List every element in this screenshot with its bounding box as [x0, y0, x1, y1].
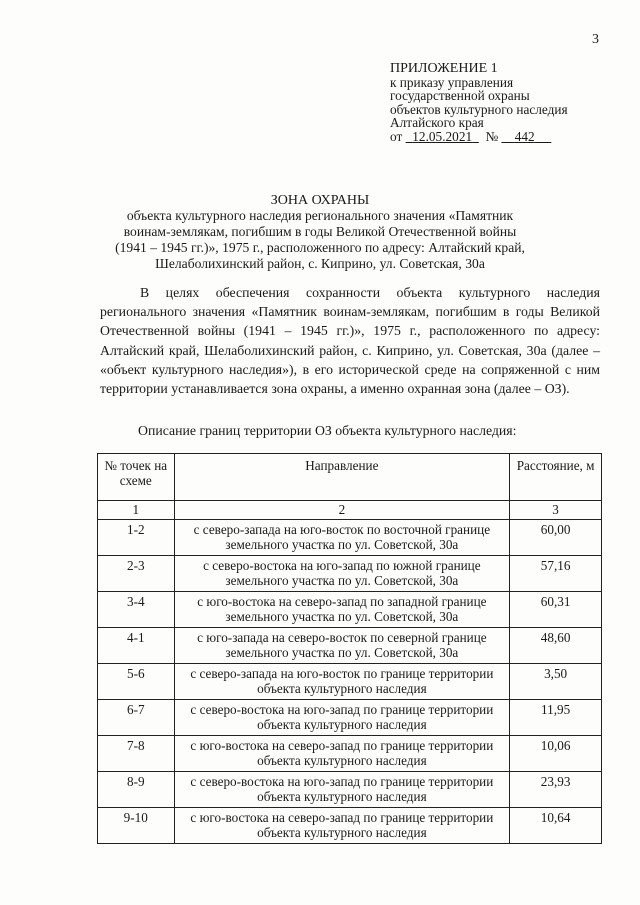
appendix-block: [390, 62, 620, 144]
cell-distance: 10,64: [510, 808, 602, 844]
table-header-row: [98, 454, 602, 501]
appendix-title: ПРИЛОЖЕНИЕ 1: [390, 61, 498, 76]
cell-points: 6-7: [98, 700, 175, 736]
table-row: [98, 628, 602, 664]
order-date: 12.05.2021: [412, 128, 473, 144]
cell-points: 3-4: [98, 592, 175, 628]
cell-direction: с северо-запада на юго-восток по восточной границе земельного участка по ул. Советской, 30а: [174, 520, 510, 556]
cell-points: 5-6: [98, 664, 175, 700]
cell-distance: 57,16: [510, 556, 602, 592]
cell-direction: с северо-востока на юго-запад по границе территории объекта культурного наследия: [174, 772, 510, 808]
cell-distance: 3,50: [510, 664, 602, 700]
cell-direction: с юго-востока на северо-запад по границе территории объекта культурного наследия: [174, 808, 510, 844]
table-row: [98, 592, 602, 628]
cell-distance: 23,93: [510, 772, 602, 808]
cell-direction: с юго-востока на северо-запад по западной границе земельного участка по ул. Советской, 30а: [174, 592, 510, 628]
intro-paragraph: В целях обеспечения сохранности объекта культурного наследия регионального значения «Памятник воинам-землякам, погибшим в годы Великой Отечественной войны (1941 – 1945 гг.)», 1975 г., расположенного по адресу: Алтайский край, Шелаболихинский район, с. Киприно, ул. Советская, 30а (далее – «объект культурного наследия»), в его исторической среде на сопряженной с ним территории устанавливается зона охраны, а именно охранная зона (далее – ОЗ).: [100, 285, 600, 397]
cell-points: 4-1: [98, 628, 175, 664]
table-caption: Описание границ территории ОЗ объекта культурного наследия:: [138, 423, 517, 438]
table-row: [98, 700, 602, 736]
cell-direction: с юго-запада на северо-восток по северной границе земельного участка по ул. Советской, 30а: [174, 628, 510, 664]
header-distance: Расстояние, м: [510, 454, 602, 501]
header-points: № точек на схеме: [98, 454, 175, 501]
column-number: 1: [98, 501, 175, 520]
cell-distance: 48,60: [510, 628, 602, 664]
appendix-dateline: [390, 130, 620, 144]
appendix-line: к приказу управления: [390, 74, 514, 90]
cell-direction: с северо-востока на юго-запад по южной границе земельного участка по ул. Советской, 30а: [174, 556, 510, 592]
table-row: [98, 808, 602, 844]
page-number: 3: [592, 32, 599, 47]
appendix-line: объектов культурного наследия: [390, 101, 568, 117]
column-number: 2: [174, 501, 510, 520]
number-prefix: №: [485, 128, 499, 144]
cell-distance: 11,95: [510, 700, 602, 736]
appendix-line: Алтайского края: [390, 115, 484, 131]
cell-direction: с северо-запада на юго-восток по границе территории объекта культурного наследия: [174, 664, 510, 700]
cell-direction: с юго-востока на северо-запад по границе территории объекта культурного наследия: [174, 736, 510, 772]
column-number: 3: [510, 501, 602, 520]
cell-points: 7-8: [98, 736, 175, 772]
document-subtitle: объекта культурного наследия регионального значения «Памятник воинам-землякам, погибшим в годы Великой Отечественной войны (1941 – 1945 гг.)», 1975 г., расположенного по адресу: Алтайский край, Шелаболихинский район, с. Киприно, ул. Советская, 30а: [115, 208, 525, 271]
table-row: [98, 556, 602, 592]
appendix-line: государственной охраны: [390, 88, 530, 104]
order-number: 442: [514, 128, 535, 144]
cell-distance: 60,00: [510, 520, 602, 556]
date-prefix: от: [390, 128, 403, 144]
table-row: [98, 736, 602, 772]
cell-direction: с северо-востока на юго-запад по границе территории объекта культурного наследия: [174, 700, 510, 736]
table-row: [98, 664, 602, 700]
cell-distance: 10,06: [510, 736, 602, 772]
header-direction: Направление: [174, 454, 510, 501]
cell-distance: 60,31: [510, 592, 602, 628]
table-row: [98, 772, 602, 808]
table-row: [98, 520, 602, 556]
boundary-table: [97, 453, 602, 844]
cell-points: 2-3: [98, 556, 175, 592]
document-title: ЗОНА ОХРАНЫ: [270, 193, 370, 208]
cell-points: 1-2: [98, 520, 175, 556]
cell-points: 9-10: [98, 808, 175, 844]
cell-points: 8-9: [98, 772, 175, 808]
column-number-row: [98, 501, 602, 520]
